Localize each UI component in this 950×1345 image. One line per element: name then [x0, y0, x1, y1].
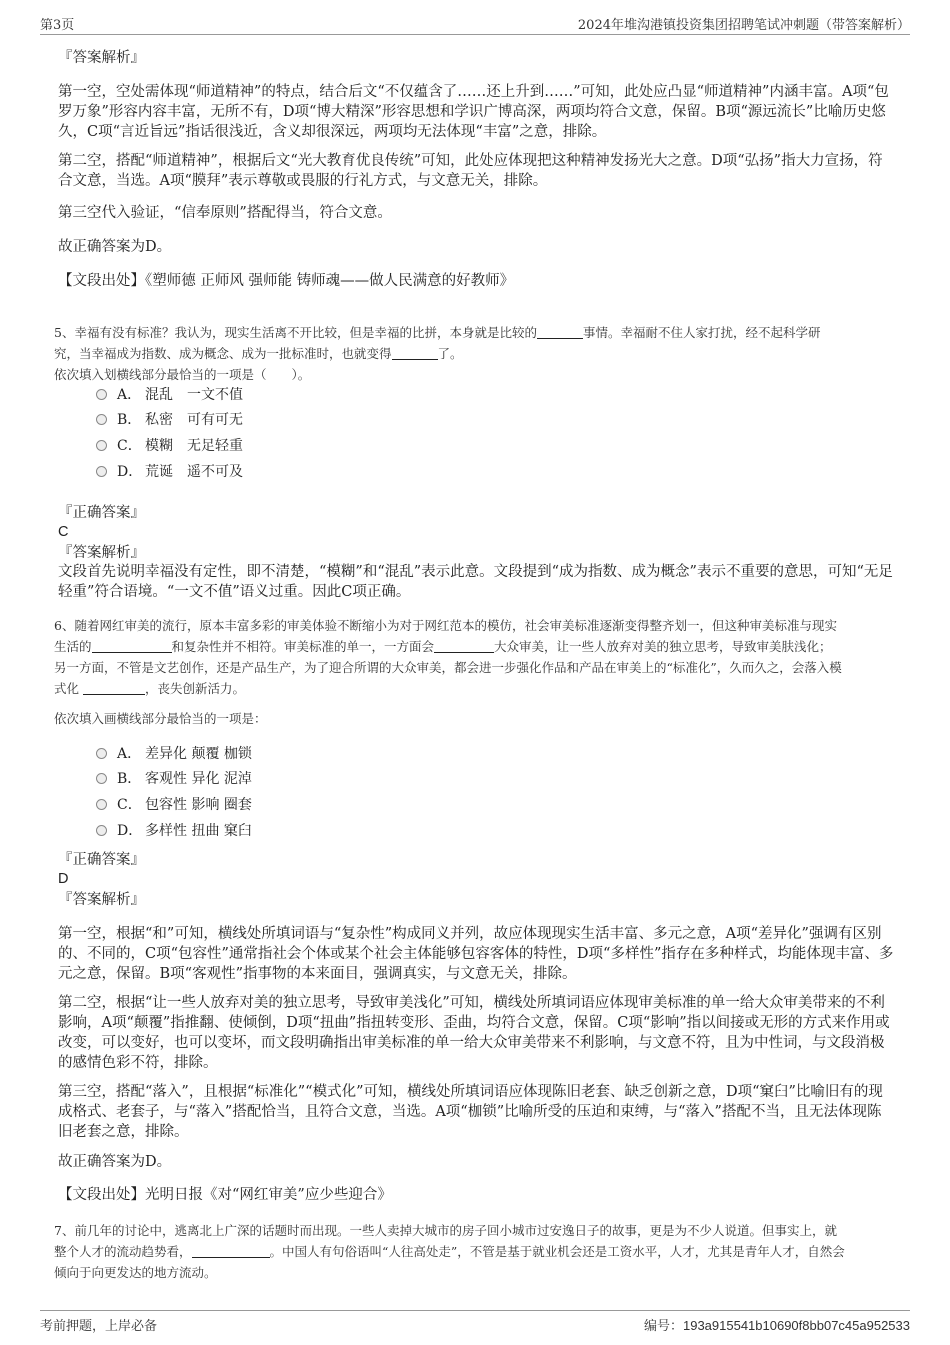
- q6-analysis-p3: 第三空，搭配“落入”，且根据“标准化”“模式化”可知，横线处所填词语应体现陈旧老套、缺乏创新之意，D项“窠臼”比喻旧有的现成格式、老套子，与“落入”搭配恰当，且符合文意，当选。A项“枷锁”比喻所受的压迫和束缚，与“落入”搭配不当，且无法体现陈旧老套之意，排除。: [58, 1084, 883, 1140]
- q6-analysis-p1: 第一空，根据“和”可知，横线处所填词语与“复杂性”构成同义并列，故应体现现实生活丰富、多元之意，A项“差异化”强调有区别的、不同的，C项“包容性”通常指社会个体或某个社会主体能够包容客体的特性，D项“多样性”指存在多种样式，均能体现丰富、多元之意，保留。B项“客观性”指事物的本来面目，强调真实，与文意无关，排除。: [58, 926, 894, 982]
- q5-stem-line1: 5、幸福有没有标准？我认为，现实生活离不开比较，但是幸福的比拼，本身就是比较的 事情。幸福耐不住人家打扰，经不起科学研: [54, 325, 821, 340]
- q6-blank-2: [434, 638, 494, 653]
- page-footer: [40, 1310, 910, 1333]
- q5-analysis-label: 『答案解析』: [58, 545, 145, 561]
- radio-icon[interactable]: [96, 773, 107, 784]
- q7-stem: 7、前几年的讨论中，逃离北上广深的话题时而出现。一些人卖掉大城市的房子回小城市过安逸日子的故事，更是为不少人说道。但事实上，就 整个人才的流动趋势看， 。中国人有句俗语叫“人往高处走”，不管是基于就业机会还是工资水平，人才，尤其是青年人才，自然会 倾向于向更发达的地方流动。: [54, 1223, 845, 1280]
- radio-icon[interactable]: [96, 414, 107, 425]
- q6-source-label: 【文段出处】: [58, 1187, 145, 1203]
- q6-option-a[interactable]: A． 差异化 颠覆 枷锁: [96, 743, 252, 765]
- q5-answer-label: 『正确答案』: [58, 505, 145, 521]
- page-header: [40, 12, 910, 35]
- q6-stem: 6、随着网红审美的流行，原本丰富多彩的审美体验不断缩小为对于网红范本的模仿，社会审美标准逐渐变得整齐划一，但这种审美标准与现实 生活的 和复杂性并不相符。审美标准的单一，一方面会 大众审美，让一些人放弃对美的独立思考，导致审美肤浅化； 另一方面，不管是文艺创作，还是产品生产，为了迎合所谓的大众审美，都会进一步强化作品和产品在审美上的“标准化”，久而久之，会落入模 式化 ，丧失创新活力。: [54, 618, 842, 696]
- document-title: 2024年堆沟港镇投资集团招聘笔试冲刺题（带答案解析）: [577, 18, 910, 33]
- footer-slogan: 考前押题，上岸必备: [40, 1319, 158, 1334]
- q6-prompt: 依次填入画横线部分最恰当的一项是：: [54, 711, 267, 726]
- q6-option-b[interactable]: B． 客观性 异化 泥淖: [96, 768, 252, 790]
- radio-icon[interactable]: [96, 825, 107, 836]
- radio-icon[interactable]: [96, 440, 107, 451]
- q7-blank-1: [192, 1243, 270, 1258]
- q5-analysis: 文段首先说明幸福没有定性，即不清楚，“模糊”和“混乱”表示此意。文段提到“成为指数、成为概念”表示不重要的意思，可知“无足轻重”符合语境。“一文不值”语义过重。因此C项正确。: [58, 564, 893, 600]
- q6-blank-1: [92, 638, 172, 653]
- radio-icon[interactable]: [96, 748, 107, 759]
- q6-source-text: 光明日报《对“网红审美”应少些迎合》: [145, 1187, 392, 1203]
- document-code: 编号：193a915541b10690f8bb07c45a952533: [643, 1318, 910, 1334]
- radio-icon[interactable]: [96, 799, 107, 810]
- page-number: 第3页: [40, 18, 75, 33]
- q6-option-c[interactable]: C． 包容性 影响 圈套: [96, 794, 252, 816]
- q6-analysis-p2: 第二空，根据“让一些人放弃对美的独立思考，导致审美浅化”可知，横线处所填词语应体现审美标准的单一给大众审美带来的不利影响，A项“颠覆”指推翻、使倾倒，D项“扭曲”指扭转变形、歪曲，均符合文意，保留。C项“影响”指以间接或无形的方式来作用或改变，可以变好，也可以变坏，而文段明确指出审美标准的单一给大众审美带来不利影响，与文意不符，且为中性词，与文段消极的感情色彩不符，排除。: [58, 995, 890, 1071]
- q4-source: [58, 271, 894, 291]
- q6-analysis-p4: 故正确答案为D。: [58, 1154, 172, 1170]
- q4-analysis-label: 『答案解析』: [58, 50, 145, 66]
- radio-icon[interactable]: [96, 466, 107, 477]
- q4-source-label: 【文段出处】: [58, 273, 145, 289]
- q6-answer: D: [58, 871, 69, 887]
- q5-option-c[interactable]: C． 模糊 无足轻重: [96, 435, 243, 457]
- q6-blank-3: [83, 680, 145, 695]
- q6-source: [58, 1185, 894, 1205]
- q5-option-a[interactable]: A． 混乱 一文不值: [96, 384, 243, 406]
- q5-blank-1: [537, 324, 583, 339]
- q5-option-d[interactable]: D． 荒诞 遥不可及: [96, 461, 243, 483]
- q5-stem: [54, 322, 900, 385]
- q6-answer-label: 『正确答案』: [58, 852, 145, 868]
- q5-blank-2: [392, 345, 438, 360]
- q6-analysis-label: 『答案解析』: [58, 892, 145, 908]
- q4-analysis-p1: 第一空，空处需体现“师道精神”的特点，结合后文“不仅蕴含了……还上升到……”可知，此处应凸显“师道精神”内涵丰富。A项“包罗万象”形容内容丰富，无所不有，D项“博大精深”形容思想和学识广博高深，两项均符合文意，保留。B项“源远流长”比喻历史悠久，C项“言近旨远”指话很浅近，含义却很深远，两项均无法体现“丰富”之意，排除。: [58, 84, 889, 140]
- q4-analysis-p2: 第二空，搭配“师道精神”，根据后文“光大教育优良传统”可知，此处应体现把这种精神发扬光大之意。D项“弘扬”指大力宣扬，符合文意，当选。A项“膜拜”表示尊敬或畏服的行礼方式，与文意无关，排除。: [58, 153, 883, 189]
- q5-option-b[interactable]: B． 私密 可有可无: [96, 409, 243, 431]
- q4-analysis-p4: 故正确答案为D。: [58, 239, 172, 255]
- q4-analysis-p3: 第三空代入验证，“信奉原则”搭配得当，符合文意。: [58, 205, 392, 221]
- q5-answer: C: [58, 524, 69, 540]
- q5-prompt: 依次填入划横线部分最恰当的一项是（ ）。: [54, 367, 311, 382]
- radio-icon[interactable]: [96, 389, 107, 400]
- q6-option-d[interactable]: D． 多样性 扭曲 窠臼: [96, 820, 252, 842]
- q5-stem-line2: 究，当幸福成为指数、成为概念、成为一批标准时，也就变得 了。: [54, 346, 463, 361]
- q4-source-text: 《塑师德 正师风 强师能 铸师魂——做人民满意的好教师》: [145, 273, 515, 289]
